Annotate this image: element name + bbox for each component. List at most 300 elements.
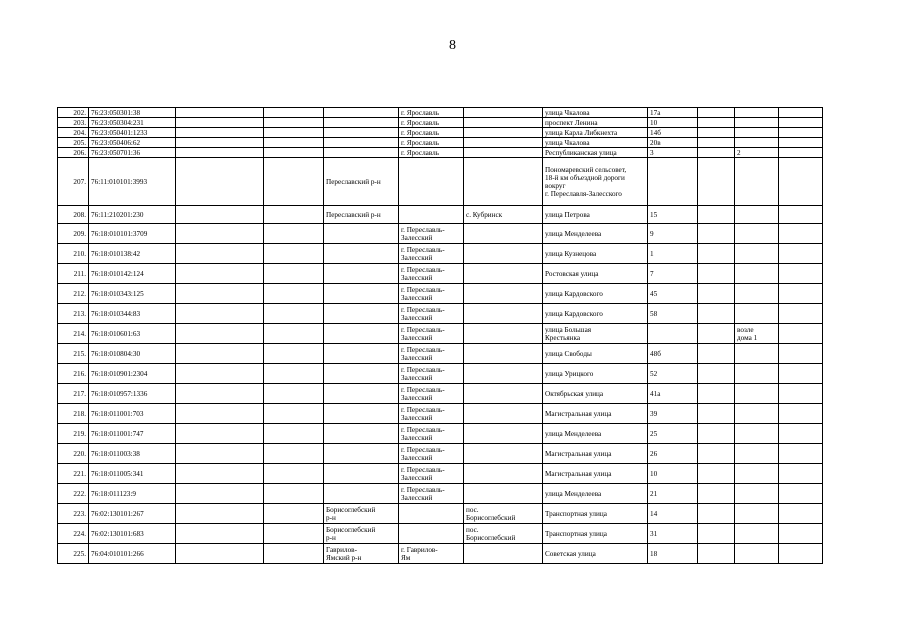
table-cell [735,284,779,304]
table-row [58,138,823,148]
table-cell: 17а [648,108,698,118]
table-row [58,364,823,384]
table-cell [735,344,779,364]
table-cell [779,364,823,384]
table-cell [324,304,399,324]
table-cell: 14 [648,504,698,524]
table-cell: 7 [648,264,698,284]
table-cell: улица Кардовского [543,304,648,324]
table-cell [735,128,779,138]
table-cell: Транспортная улица [543,504,648,524]
table-cell: улица Карла Либкнехта [543,128,648,138]
table-cell [698,504,735,524]
row-number-cell: 221. [58,464,89,484]
table-cell: Переславский р-н [324,206,399,224]
table-cell [698,138,735,148]
table-cell: г. Ярославль [399,128,464,138]
table-cell [779,464,823,484]
table-cell [264,158,324,206]
row-number-cell: 220. [58,444,89,464]
table-cell [176,424,264,444]
table-cell: г. Переславль- Залесский [399,484,464,504]
table-cell [324,148,399,158]
row-number-cell: 207. [58,158,89,206]
table-cell [264,304,324,324]
table-cell: 21 [648,484,698,504]
cadastral-number-cell: 76:11:010101:3993 [89,158,176,206]
table-cell [735,244,779,264]
table-cell [464,158,543,206]
table-cell [698,344,735,364]
table-cell: Переславский р-н [324,158,399,206]
table-cell [464,444,543,464]
table-cell [176,544,264,564]
table-cell [735,444,779,464]
table-cell [176,324,264,344]
table-cell [735,158,779,206]
row-number-cell: 204. [58,128,89,138]
table-cell [735,304,779,324]
table-cell [698,284,735,304]
table-cell [324,344,399,364]
table-cell [779,224,823,244]
table-cell [264,444,324,464]
table-cell: г. Переславль- Залесский [399,444,464,464]
table-cell [264,384,324,404]
table-cell [464,544,543,564]
table-cell: улица Чкалова [543,108,648,118]
table-cell [324,138,399,148]
table-cell [324,118,399,128]
table-cell [464,384,543,404]
table-cell [324,324,399,344]
table-cell [324,404,399,424]
table-cell: Пономаревский сельсовет, 18-й км объездной дороги вокруг г. Переславля-Залесского [543,158,648,206]
table-cell: 26 [648,444,698,464]
table-cell: улица Менделеева [543,484,648,504]
table-row [58,284,823,304]
table-cell [779,524,823,544]
table-row [58,464,823,484]
table-cell: 9 [648,224,698,244]
table-cell: улица Менделеева [543,424,648,444]
cadastral-number-cell: 76:02:130101:267 [89,504,176,524]
table-cell [464,344,543,364]
row-number-cell: 203. [58,118,89,128]
table-cell [735,524,779,544]
table-cell [264,138,324,148]
row-number-cell: 219. [58,424,89,444]
table-cell [324,444,399,464]
table-cell: 48б [648,344,698,364]
table-cell: г. Переславль- Залесский [399,224,464,244]
cadastral-number-cell: 76:18:011001:747 [89,424,176,444]
cadastral-number-cell: 76:18:011001:703 [89,404,176,424]
row-number-cell: 218. [58,404,89,424]
table-cell: 31 [648,524,698,544]
table-cell [464,424,543,444]
table-cell: Ростовская улица [543,264,648,284]
table-row [58,224,823,244]
table-cell [264,544,324,564]
table-row [58,264,823,284]
table-cell: улица Урицкого [543,364,648,384]
table-cell [324,484,399,504]
table-cell [779,384,823,404]
table-cell: г. Переславль- Залесский [399,464,464,484]
cadastral-number-cell: 76:23:050701:36 [89,148,176,158]
table-cell [264,424,324,444]
table-cell [779,244,823,264]
table-cell [779,138,823,148]
table-cell [264,484,324,504]
table-cell [779,108,823,118]
table-cell [735,404,779,424]
table-cell: с. Кубринск [464,206,543,224]
table-cell [464,148,543,158]
table-cell: 10 [648,464,698,484]
table-row [58,244,823,264]
table-cell [648,324,698,344]
table-cell [264,128,324,138]
row-number-cell: 225. [58,544,89,564]
table-cell [324,244,399,264]
table-cell [264,264,324,284]
row-number-cell: 205. [58,138,89,148]
table-cell [464,224,543,244]
table-cell [324,264,399,284]
table-cell: г. Переславль- Залесский [399,404,464,424]
table-cell [324,364,399,384]
table-cell [176,504,264,524]
table-cell [779,344,823,364]
table-cell: 18 [648,544,698,564]
table-cell: пос. Борисоглебский [464,504,543,524]
table-cell [779,128,823,138]
table-cell [176,524,264,544]
table-cell: улица Кузнецова [543,244,648,264]
table-cell [779,284,823,304]
table-cell: 1 [648,244,698,264]
table-cell [779,424,823,444]
table-cell [698,404,735,424]
cadastral-number-cell: 76:04:010101:266 [89,544,176,564]
table-cell [464,108,543,118]
table-cell: пос. Борисоглебский [464,524,543,544]
row-number-cell: 215. [58,344,89,364]
table-cell [464,324,543,344]
table-cell [779,504,823,524]
table-cell [735,504,779,524]
table-cell [176,244,264,264]
table-cell: г. Переславль- Залесский [399,364,464,384]
table-cell [264,364,324,384]
table-cell: 10 [648,118,698,128]
cadastral-number-cell: 76:23:050304:231 [89,118,176,128]
table-cell [264,524,324,544]
table-cell: 25 [648,424,698,444]
cadastral-number-cell: 76:18:011123:9 [89,484,176,504]
table-cell: г. Переславль- Залесский [399,264,464,284]
table-cell [779,264,823,284]
table-cell [698,544,735,564]
cadastral-number-cell: 76:18:010344:83 [89,304,176,324]
table-cell [698,244,735,264]
table-row [58,206,823,224]
row-number-cell: 223. [58,504,89,524]
table-cell: Транспортная улица [543,524,648,544]
table-cell [698,484,735,504]
table-row [58,324,823,344]
cadastral-number-cell: 76:23:050406:62 [89,138,176,148]
table-cell [324,128,399,138]
table-cell [735,544,779,564]
table-cell [779,304,823,324]
table-cell: 2 [735,148,779,158]
table-cell [464,244,543,264]
table-row [58,148,823,158]
page-number: 8 [449,38,456,53]
table-cell [264,148,324,158]
table-row [58,344,823,364]
table-body [58,108,823,564]
table-cell [264,284,324,304]
table-cell [399,158,464,206]
table-row [58,404,823,424]
cadastral-number-cell: 76:18:010804:30 [89,344,176,364]
table-cell [464,118,543,128]
row-number-cell: 212. [58,284,89,304]
row-number-cell: 208. [58,206,89,224]
cadastral-number-cell: 76:18:010601:63 [89,324,176,344]
table-cell: г. Ярославль [399,148,464,158]
cadastral-number-cell: 76:18:011005:341 [89,464,176,484]
table-cell: г. Гаврилов- Ям [399,544,464,564]
cadastral-number-cell: 76:11:210201:230 [89,206,176,224]
table-cell [264,344,324,364]
table-cell [698,158,735,206]
table-cell: улица Менделеева [543,224,648,244]
table-cell: г. Переславль- Залесский [399,324,464,344]
table-cell [735,464,779,484]
table-cell: проспект Ленина [543,118,648,128]
cadastral-number-cell: 76:18:010101:3709 [89,224,176,244]
table-cell: 52 [648,364,698,384]
table-cell: улица Кардовского [543,284,648,304]
table-cell [698,118,735,128]
row-number-cell: 217. [58,384,89,404]
table-cell [464,128,543,138]
table-cell [176,224,264,244]
table-cell [399,206,464,224]
cadastral-number-cell: 76:18:010901:2304 [89,364,176,384]
table-cell [176,364,264,384]
table-cell [698,464,735,484]
table-cell: улица Свободы [543,344,648,364]
table-cell: г. Переславль- Залесский [399,244,464,264]
table-cell [176,404,264,424]
table-cell [176,138,264,148]
table-row [58,158,823,206]
table-row [58,504,823,524]
table-cell [176,108,264,118]
cadastral-number-cell: 76:02:130101:683 [89,524,176,544]
row-number-cell: 209. [58,224,89,244]
row-number-cell: 224. [58,524,89,544]
table-row [58,544,823,564]
table-cell [464,264,543,284]
row-number-cell: 222. [58,484,89,504]
table-cell [779,158,823,206]
table-cell: 58 [648,304,698,324]
table-cell [698,424,735,444]
table-cell [399,504,464,524]
table-cell [176,384,264,404]
table-cell [735,206,779,224]
table-cell: Магистральная улица [543,444,648,464]
table-cell [735,364,779,384]
table-cell [264,244,324,264]
table-cell [464,138,543,148]
table-cell: Магистральная улица [543,464,648,484]
table-cell [399,524,464,544]
table-cell [698,384,735,404]
table-row [58,128,823,138]
table-cell: г. Переславль- Залесский [399,344,464,364]
cadastral-number-cell: 76:18:010138:42 [89,244,176,264]
table-cell: г. Ярославль [399,108,464,118]
table-cell: 45 [648,284,698,304]
table-cell: улица Большая Крестьянка [543,324,648,344]
table-cell [779,544,823,564]
table-cell [176,118,264,128]
cadastral-number-cell: 76:23:050301:38 [89,108,176,118]
table-row [58,384,823,404]
table-cell [698,304,735,324]
table-cell [779,404,823,424]
table-cell [735,484,779,504]
table-cell [698,524,735,544]
table-cell [779,484,823,504]
table-cell: 39 [648,404,698,424]
table-cell [264,118,324,128]
table-cell [324,284,399,304]
table-cell [264,108,324,118]
table-cell [698,444,735,464]
table-row [58,304,823,324]
row-number-cell: 213. [58,304,89,324]
table-cell [176,344,264,364]
table-cell [698,224,735,244]
row-number-cell: 216. [58,364,89,384]
table-cell [735,224,779,244]
row-number-cell: 210. [58,244,89,264]
table-row [58,524,823,544]
table-cell [735,424,779,444]
table-row [58,118,823,128]
table-cell: г. Переславль- Залесский [399,284,464,304]
table-cell [698,264,735,284]
table-cell [779,324,823,344]
table-row [58,444,823,464]
table-cell: г. Ярославль [399,118,464,128]
row-number-cell: 202. [58,108,89,118]
table-cell: Гаврилов- Ямский р-н [324,544,399,564]
table-cell: Магистральная улица [543,404,648,424]
cadastral-number-cell: 76:23:050401:1233 [89,128,176,138]
table-cell [698,206,735,224]
table-cell: 3 [648,148,698,158]
table-cell: г. Переславль- Залесский [399,384,464,404]
table-cell [779,148,823,158]
table-cell [698,148,735,158]
table-cell: Республиканская улица [543,148,648,158]
table-cell [176,158,264,206]
row-number-cell: 214. [58,324,89,344]
table-cell: Советская улица [543,544,648,564]
table-cell: г. Переславль- Залесский [399,424,464,444]
table-cell [735,138,779,148]
table-cell [264,404,324,424]
table-cell [735,264,779,284]
table-cell [698,364,735,384]
row-number-cell: 211. [58,264,89,284]
table-cell [464,364,543,384]
table-cell [648,158,698,206]
table-cell [324,424,399,444]
cadastral-number-cell: 76:18:010957:1336 [89,384,176,404]
table-cell [264,464,324,484]
table-cell [176,206,264,224]
row-number-cell: 206. [58,148,89,158]
cadastral-number-cell: 76:18:010142:124 [89,264,176,284]
table-row [58,484,823,504]
table-cell [176,464,264,484]
table-cell: Борисоглебский р-н [324,504,399,524]
table-cell [264,224,324,244]
table-cell [324,224,399,244]
cadastral-number-cell: 76:18:010343:125 [89,284,176,304]
table-cell: 41а [648,384,698,404]
table-cell [735,384,779,404]
table-row [58,424,823,444]
table-cell [176,264,264,284]
table-cell [176,444,264,464]
table-cell [264,504,324,524]
table-cell [464,484,543,504]
table-cell [698,128,735,138]
table-cell [735,108,779,118]
table-cell [779,206,823,224]
table-row [58,108,823,118]
table-cell: г. Переславль- Залесский [399,304,464,324]
table-cell [779,118,823,128]
table-cell: Октябрьская улица [543,384,648,404]
table-cell [735,118,779,128]
table-cell [464,404,543,424]
table-cell: возле дома 1 [735,324,779,344]
table-cell: 20в [648,138,698,148]
table-cell [464,304,543,324]
table-cell: улица Петрова [543,206,648,224]
table-cell [264,324,324,344]
cadastral-number-cell: 76:18:011003:38 [89,444,176,464]
table-cell [779,444,823,464]
table-cell [176,128,264,138]
table-cell [698,108,735,118]
table-cell: 15 [648,206,698,224]
table-cell: Борисоглебский р-н [324,524,399,544]
